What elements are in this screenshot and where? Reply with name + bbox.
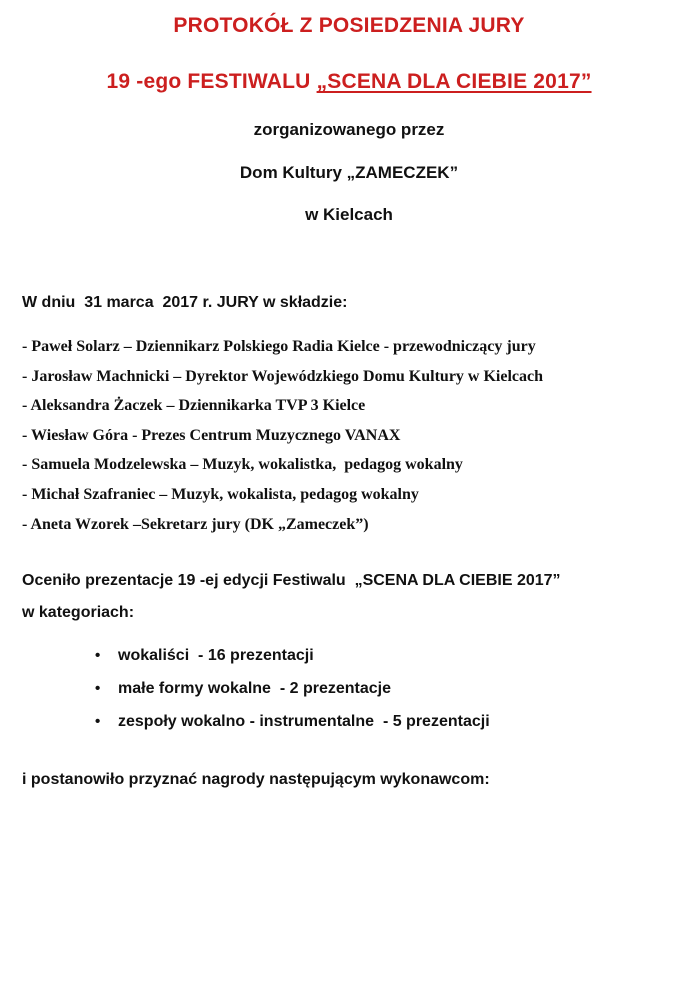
evaluation-intro: Oceniło prezentacje 19 -ej edycji Festiwalu „SCENA DLA CIEBIE 2017” [22,572,561,589]
festival-name: „SCENA DLA CIEBIE 2017” [316,70,592,93]
organizer-line-1: zorganizowanego przez [253,120,445,139]
festival-title [0,70,698,94]
bullet-icon: • [95,646,101,664]
awards-intro: i postanowiło przyznać nagrody następującym wykonawcom: [22,771,490,788]
organizer-name: Dom Kultury „ZAMECZEK” [239,163,459,182]
category-item [95,672,490,705]
category-item [95,705,490,738]
festival-title-prefix: 19 -ego FESTIWALU [106,70,317,93]
jury-member: - Wiesław Góra - Prezes Centrum Muzycznego VANAX [22,426,401,444]
category-item [95,639,490,672]
jury-intro: W dniu 31 marca 2017 r. JURY w składzie: [22,294,348,311]
category-label: małe formy wokalne - 2 prezentacje [118,679,391,697]
jury-member: - Samuela Modzelewska – Muzyk, wokalistka, pedagog wokalny [22,456,463,474]
jury-member: - Paweł Solarz – Dziennikarz Polskiego Radia Kielce - przewodniczący jury [22,338,536,355]
jury-member: - Aleksandra Żaczek – Dziennikarka TVP 3 Kielce [22,397,366,415]
category-list [95,639,490,738]
jury-member: - Michał Szafraniec – Muzyk, wokalista, pedagog wokalny [22,485,419,503]
document-title: PROTOKÓŁ Z POSIEDZENIA JURY [173,14,525,37]
jury-member-list [22,337,543,544]
jury-member: - Aneta Wzorek –Sekretarz jury (DK „Zameczek”) [22,515,369,533]
category-label: wokaliści - 16 prezentacji [118,646,314,664]
organizer-city: w Kielcach [305,205,393,224]
bullet-icon: • [95,712,101,730]
jury-member: - Jarosław Machnicki – Dyrektor Wojewódzkiego Domu Kultury w Kielcach [22,367,544,385]
bullet-icon: • [95,679,101,697]
categories-heading: w kategoriach: [22,604,135,621]
category-label: zespoły wokalno - instrumentalne - 5 prezentacji [118,712,490,730]
